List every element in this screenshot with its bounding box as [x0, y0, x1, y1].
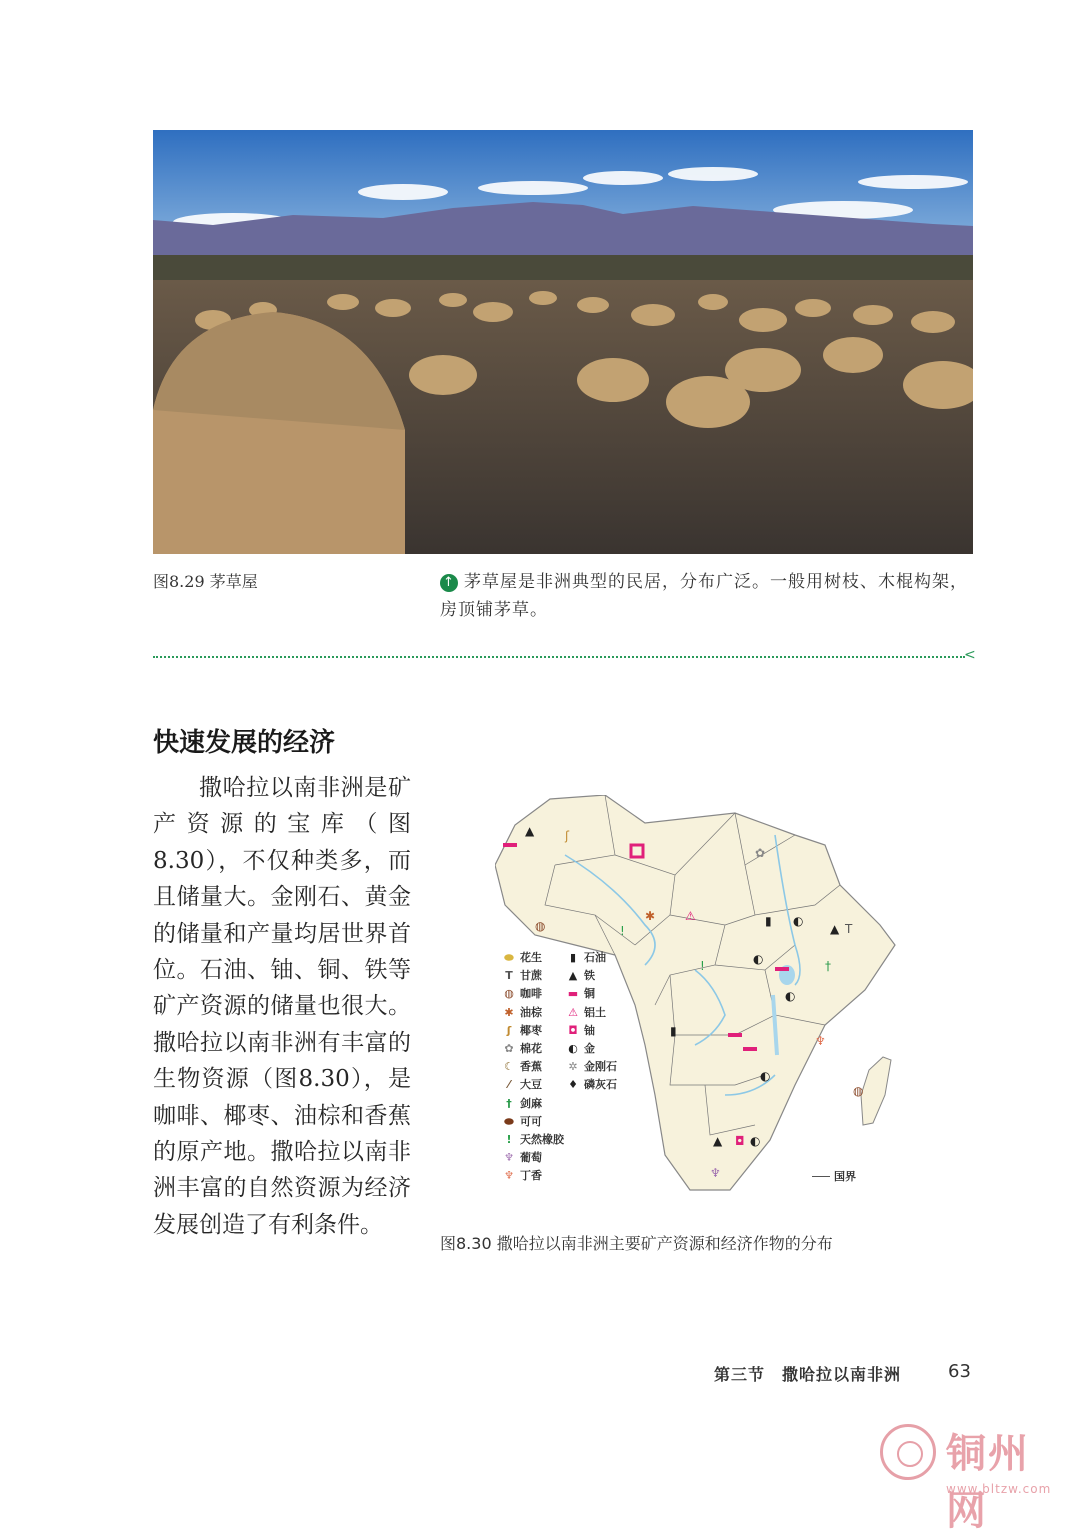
- gold-icon: ◐: [568, 1041, 578, 1055]
- coffee-icon: ◍: [504, 987, 514, 1001]
- svg-text:!: !: [620, 924, 625, 938]
- watermark-logo-icon: [880, 1424, 936, 1480]
- legend-item: ◘ 铀: [566, 1022, 617, 1040]
- legend-item: ☾ 香蕉: [502, 1058, 564, 1076]
- svg-text:▲: ▲: [830, 922, 840, 936]
- svg-text:†: †: [825, 959, 831, 973]
- oil-palm-icon: ✱: [504, 1005, 514, 1019]
- divider-arrow-icon: <: [964, 647, 976, 663]
- svg-text:ʃ: ʃ: [565, 829, 570, 843]
- diamond-icon: ✲: [568, 1060, 578, 1074]
- svg-text:◐: ◐: [793, 914, 804, 928]
- grape-icon: ♆: [504, 1151, 514, 1165]
- figure-8-30-caption: 图8.30 撒哈拉以南非洲主要矿产资源和经济作物的分布: [440, 1234, 833, 1253]
- svg-text:♆: ♆: [815, 1034, 826, 1048]
- legend-item: ♦ 磷灰石: [566, 1076, 617, 1094]
- svg-text:T: T: [845, 922, 853, 936]
- legend-item: ⬬ 可可: [502, 1113, 564, 1131]
- legend-item: ʃ 椰枣: [502, 1022, 564, 1040]
- sisal-icon: †: [506, 1096, 512, 1110]
- svg-text:♆: ♆: [710, 1166, 721, 1180]
- petroleum-icon: ▮: [569, 951, 577, 964]
- legend-item: ⬬ 花生: [502, 949, 564, 967]
- legend-item: ! 天然橡胶: [502, 1131, 564, 1149]
- boundary-line-icon: [812, 1176, 830, 1177]
- page-number: 63: [948, 1361, 971, 1382]
- cocoa-icon: ⬬: [504, 1114, 514, 1128]
- date-palm-icon: ʃ: [506, 1023, 512, 1037]
- legend-minerals: [566, 949, 617, 1095]
- legend-item: ♆ 丁香: [502, 1167, 564, 1185]
- body-paragraph-text: 撒哈拉以南非洲是矿产资源的宝库（图8.30），不仅种类多，而且储量大。金刚石、黄金的储量和产量均居世界首位。石油、铀、铜、铁等矿产资源的储量也很大。撒哈拉以南非洲有丰富的生物资源（图8.30），是咖啡、椰枣、油棕和香蕉的原产地。撒哈拉以南非洲丰富的自然资源为经济发展创造了有利条件。: [153, 775, 411, 1238]
- thatched-hut-photo: [153, 130, 973, 554]
- svg-text:✱: ✱: [645, 909, 656, 923]
- apatite-icon: ♦: [568, 1078, 578, 1092]
- cotton-icon: ✿: [504, 1041, 514, 1055]
- iron-icon: ▲: [568, 969, 578, 983]
- clove-icon: ♆: [504, 1169, 514, 1183]
- watermark-url: www.bltzw.com: [946, 1482, 1052, 1496]
- legend-item: † 剑麻: [502, 1095, 564, 1113]
- svg-text:◐: ◐: [750, 1134, 761, 1148]
- body-paragraph: [153, 770, 411, 1243]
- svg-text:▲: ▲: [525, 824, 535, 838]
- svg-text:✿: ✿: [755, 846, 766, 860]
- legend-item: ⚠ 铝土: [566, 1004, 617, 1022]
- legend-item: ▲ 铁: [566, 967, 617, 985]
- copper-icon: ▬: [567, 987, 579, 1001]
- legend-item: ▮ 石油: [566, 949, 617, 967]
- svg-text:▲: ▲: [713, 1134, 723, 1148]
- legend-item: ♆ 葡萄: [502, 1149, 564, 1167]
- soybean-icon: ⁄: [508, 1078, 510, 1092]
- footer-section-title: 第三节 撒哈拉以南非洲: [714, 1365, 902, 1384]
- boundary-legend: 国界: [812, 1168, 856, 1184]
- rubber-icon: !: [506, 1132, 512, 1146]
- legend-item: T 甘蔗: [502, 967, 564, 985]
- svg-text:◘: ◘: [735, 1134, 745, 1148]
- legend-crops: [502, 949, 564, 1185]
- svg-text:▮: ▮: [670, 1024, 677, 1038]
- legend-item: ✱ 油棕: [502, 1004, 564, 1022]
- legend-item: ⁄ 大豆: [502, 1076, 564, 1094]
- uranium-icon: ◘: [568, 1023, 578, 1037]
- svg-text:⚠: ⚠: [685, 909, 696, 923]
- arrow-up-icon: ↑: [440, 574, 458, 592]
- figure-8-29-caption: 图8.29 茅草屋: [153, 572, 258, 591]
- photo-note: [440, 568, 975, 624]
- photo-note-text: 茅草屋是非洲典型的民居，分布广泛。一般用树枝、木棍构架，房顶铺茅草。: [440, 572, 968, 620]
- sugarcane-icon: T: [505, 969, 513, 983]
- madagascar: [861, 1057, 891, 1125]
- legend-item: ◍ 咖啡: [502, 985, 564, 1003]
- banana-icon: ☾: [504, 1060, 514, 1074]
- legend-item: ◐ 金: [566, 1040, 617, 1058]
- svg-text:◐: ◐: [760, 1069, 771, 1083]
- legend-item: ✿ 棉花: [502, 1040, 564, 1058]
- svg-text:◐: ◐: [753, 952, 764, 966]
- dotted-divider: [153, 656, 965, 658]
- watermark-name: 铜州网: [946, 1431, 1030, 1534]
- watermark: [880, 1418, 1070, 1534]
- svg-text:◍: ◍: [853, 1084, 864, 1098]
- peanut-icon: ⬬: [504, 951, 514, 964]
- svg-text:▮: ▮: [765, 914, 772, 928]
- bauxite-icon: ⚠: [568, 1005, 578, 1019]
- svg-text:!: !: [700, 959, 705, 973]
- legend-item: ✲ 金刚石: [566, 1058, 617, 1076]
- svg-text:◍: ◍: [535, 919, 546, 933]
- legend-item: ▬ 铜: [566, 985, 617, 1003]
- svg-text:◐: ◐: [785, 989, 796, 1003]
- section-heading: 快速发展的经济: [153, 728, 336, 758]
